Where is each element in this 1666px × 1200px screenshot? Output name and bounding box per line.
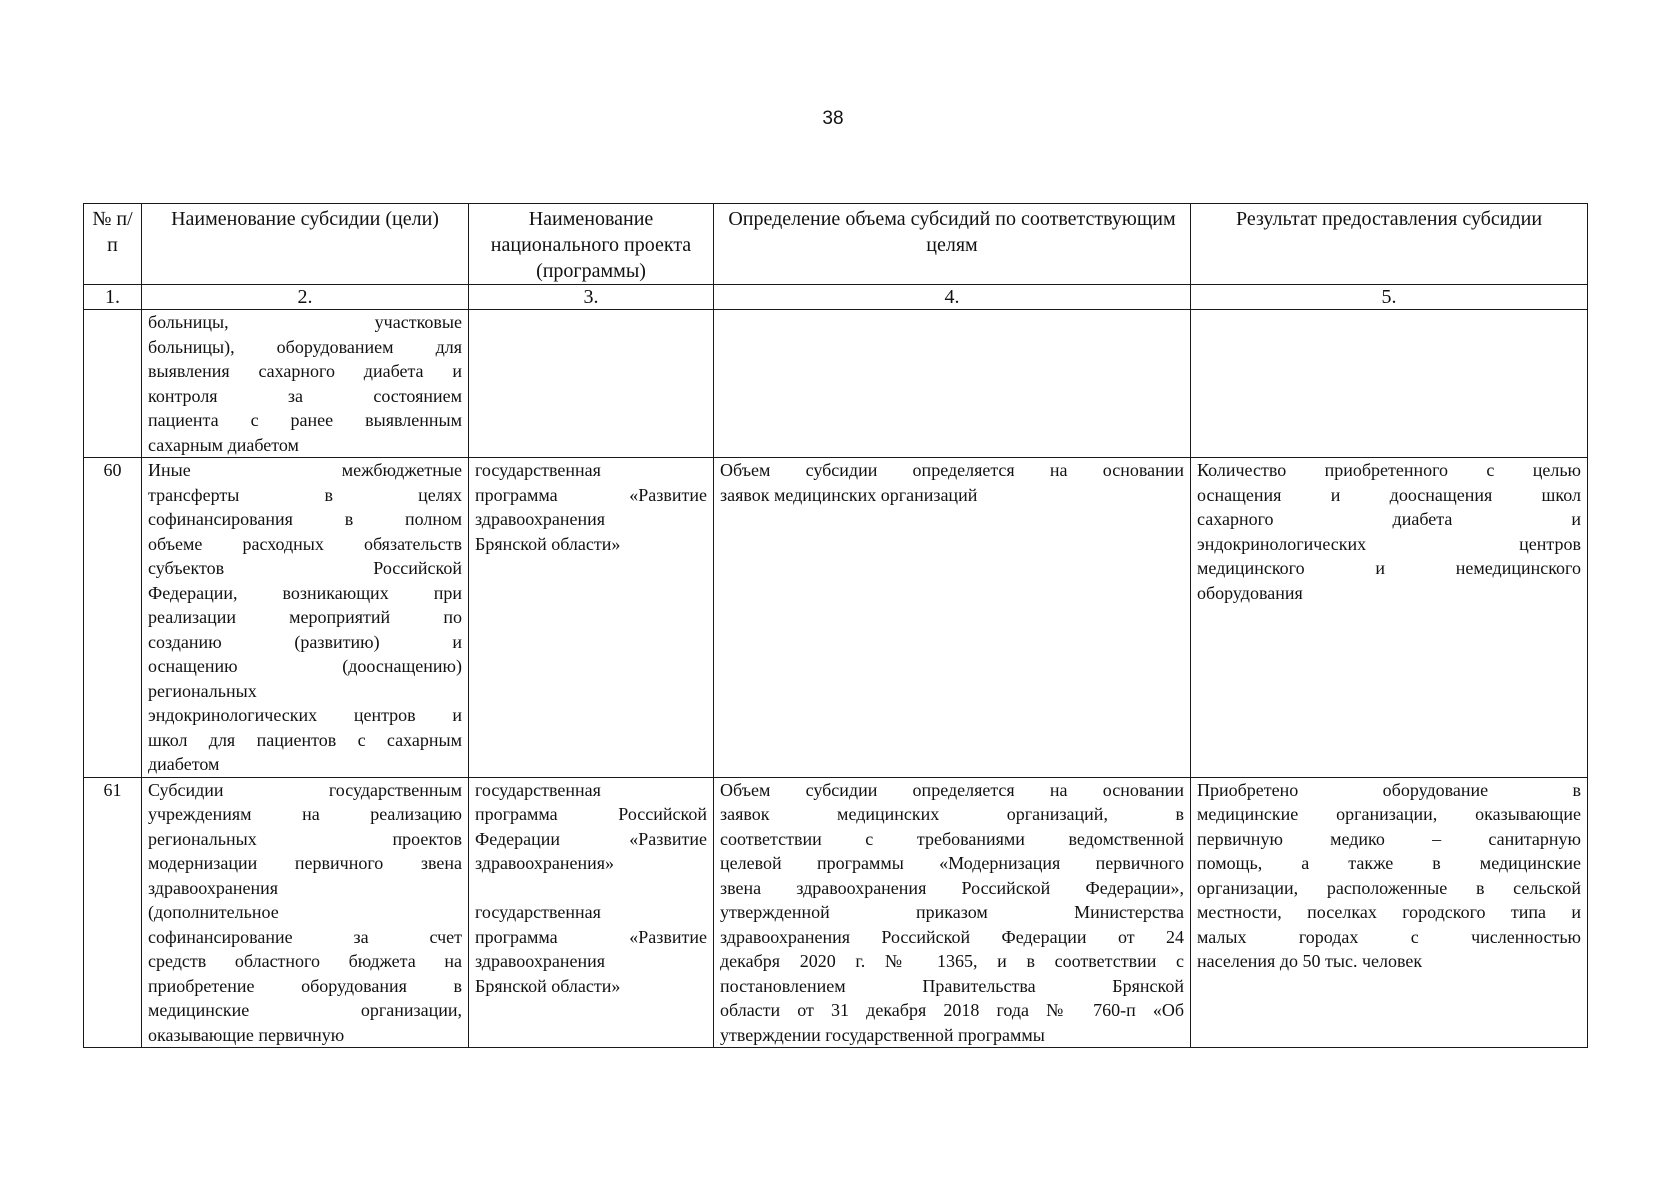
cell-text-line: Объем субсидии определяется на основании [720,779,1184,800]
program-cell [469,310,714,458]
cell-text-line: приобретение оборудования в [148,975,462,996]
row-number-cell: 60 [84,458,142,778]
blank-line [475,876,707,901]
cell-text-line: Иные межбюджетные [148,460,462,480]
cell-text-line: утвержденной приказом Министерства [720,902,1184,922]
cell-text-line: малых городах с численностью [1197,926,1581,947]
cell-text-line: декабря 2020 г. № 1365, и в соответствии с [720,951,1184,971]
cell-text-line: диабетом [148,754,220,774]
cell-text-line: учреждениям на реализацию [148,804,462,824]
result-cell [1191,458,1588,778]
cell-text-line: оказывающие первичную [148,1024,345,1045]
cell-text-line: оснащения и дооснащения школ [1197,484,1581,505]
cell-text-line: пациента с ранее выявленным [148,410,462,430]
column-number: 5. [1191,285,1588,310]
cell-text-line: (дополнительное [148,902,279,922]
header-subsidy-name: Наименование субсидии (цели) [142,204,469,285]
volume-definition-cell [714,310,1191,458]
cell-text-line: государственная [475,902,601,922]
result-cell [1191,777,1588,1048]
cell-text-line: целевой программы «Модернизация первичного [720,853,1184,873]
cell-text-line: школ для пациентов с сахарным [148,729,462,750]
cell-text-line: программа «Развитие [475,926,707,947]
cell-text-line: Количество приобретенного с целью [1197,460,1581,480]
column-number: 2. [142,285,469,310]
table-body [84,310,1588,1048]
cell-text-line: больницы), оборудованием для [148,336,462,357]
cell-text-line: модернизации первичного звена [148,853,462,873]
cell-text-line: организации, расположенные в сельской [1197,877,1581,898]
cell-text-line: заявок медицинских организаций, в [720,804,1184,824]
cell-text-line: постановлением Правительства Брянской [720,975,1184,996]
cell-text-line: утверждении государственной программы [720,1024,1045,1045]
cell-text-line: оборудования [1197,582,1303,603]
cell-text-line: медицинские организации, [148,1000,462,1020]
subsidies-table [83,203,1588,1048]
column-number: 4. [714,285,1191,310]
cell-text-line: созданию (развитию) и [148,631,462,652]
cell-text-line: Приобретено оборудование в [1197,779,1581,800]
header-result: Результат предоставления субсидии [1191,204,1588,285]
page-number: 38 [822,108,844,129]
header-row [84,204,1588,285]
cell-text-line: программа «Развитие [475,484,707,505]
cell-text-line: оснащению (дооснащению) [148,656,462,676]
cell-text-line: помощь, а также в медицинские [1197,853,1581,873]
cell-text-line: Федерации «Развитие [475,828,707,849]
column-numbers-row [84,285,1588,310]
header-volume-definition: Определение объема субсидий по соответствующим целям [714,204,1191,285]
cell-text-line: государственная [475,779,601,800]
row-number-cell [84,310,142,458]
cell-text-line: государственная [475,460,601,480]
cell-text-line: трансферты в целях [148,484,462,505]
table-row [84,458,1588,778]
cell-text-line: Объем субсидии определяется на основании [720,460,1184,480]
volume-definition-cell [714,458,1191,778]
cell-text-line: первичную медико – санитарную [1197,828,1581,849]
cell-text-line: населения до 50 тыс. человек [1197,951,1423,971]
column-number: 3. [469,285,714,310]
cell-text-line: Брянской области» [475,533,621,554]
cell-text-line: выявления сахарного диабета и [148,361,462,381]
cell-text-line: звена здравоохранения Российской Федерации», [720,877,1184,898]
cell-text-line: больницы, участковые [148,312,462,332]
cell-text-line: эндокринологических центров и [148,705,462,725]
cell-text-line: медицинского и немедицинского [1197,558,1581,578]
subsidy-name-cell [142,458,469,778]
row-number-cell: 61 [84,777,142,1048]
cell-text-line: соответствии с требованиями ведомственной [720,828,1184,849]
cell-text-line: софинансирования в полном [148,509,462,529]
header-number: № п/п [84,204,142,285]
cell-text-line: медицинские организации, оказывающие [1197,804,1581,824]
cell-text-line: региональных [148,680,257,701]
cell-text-line: здравоохранения [475,951,606,971]
cell-text-line: сахарным диабетом [148,434,299,455]
cell-text-line: местности, поселках городского типа и [1197,902,1581,922]
cell-text-line: объеме расходных обязательств [148,533,462,554]
cell-text-line: контроля за состоянием [148,385,462,406]
cell-text-line: Брянской области» [475,975,621,996]
cell-text-line: эндокринологических центров [1197,533,1581,554]
header-national-project: Наименование национального проекта (программы) [469,204,714,285]
table-row [84,310,1588,458]
cell-text-line: софинансирование за счет [148,926,462,947]
cell-text-line: Субсидии государственным [148,779,462,800]
subsidy-name-cell [142,310,469,458]
cell-text-line: средств областного бюджета на [148,951,462,971]
cell-text-line: здравоохранения» [475,853,615,873]
cell-text-line: программа Российской [475,804,707,824]
cell-text-line: Федерации, возникающих при [148,582,462,603]
cell-text-line: здравоохранения [148,877,279,898]
volume-definition-cell [714,777,1191,1048]
cell-text-line: сахарного диабета и [1197,509,1581,529]
table-row [84,777,1588,1048]
subsidy-name-cell [142,777,469,1048]
cell-text-line: заявок медицинских организаций [720,484,978,505]
program-cell [469,777,714,1048]
cell-text-line: субъектов Российской [148,558,462,578]
cell-text-line: региональных проектов [148,828,462,849]
cell-text-line: здравоохранения Российской Федерации от 24 [720,926,1184,947]
cell-text-line: здравоохранения [475,509,606,529]
cell-text-line: реализации мероприятий по [148,607,462,627]
cell-text-line: области от 31 декабря 2018 года № 760-п «Об [720,1000,1184,1020]
program-cell [469,458,714,778]
column-number: 1. [84,285,142,310]
result-cell [1191,310,1588,458]
